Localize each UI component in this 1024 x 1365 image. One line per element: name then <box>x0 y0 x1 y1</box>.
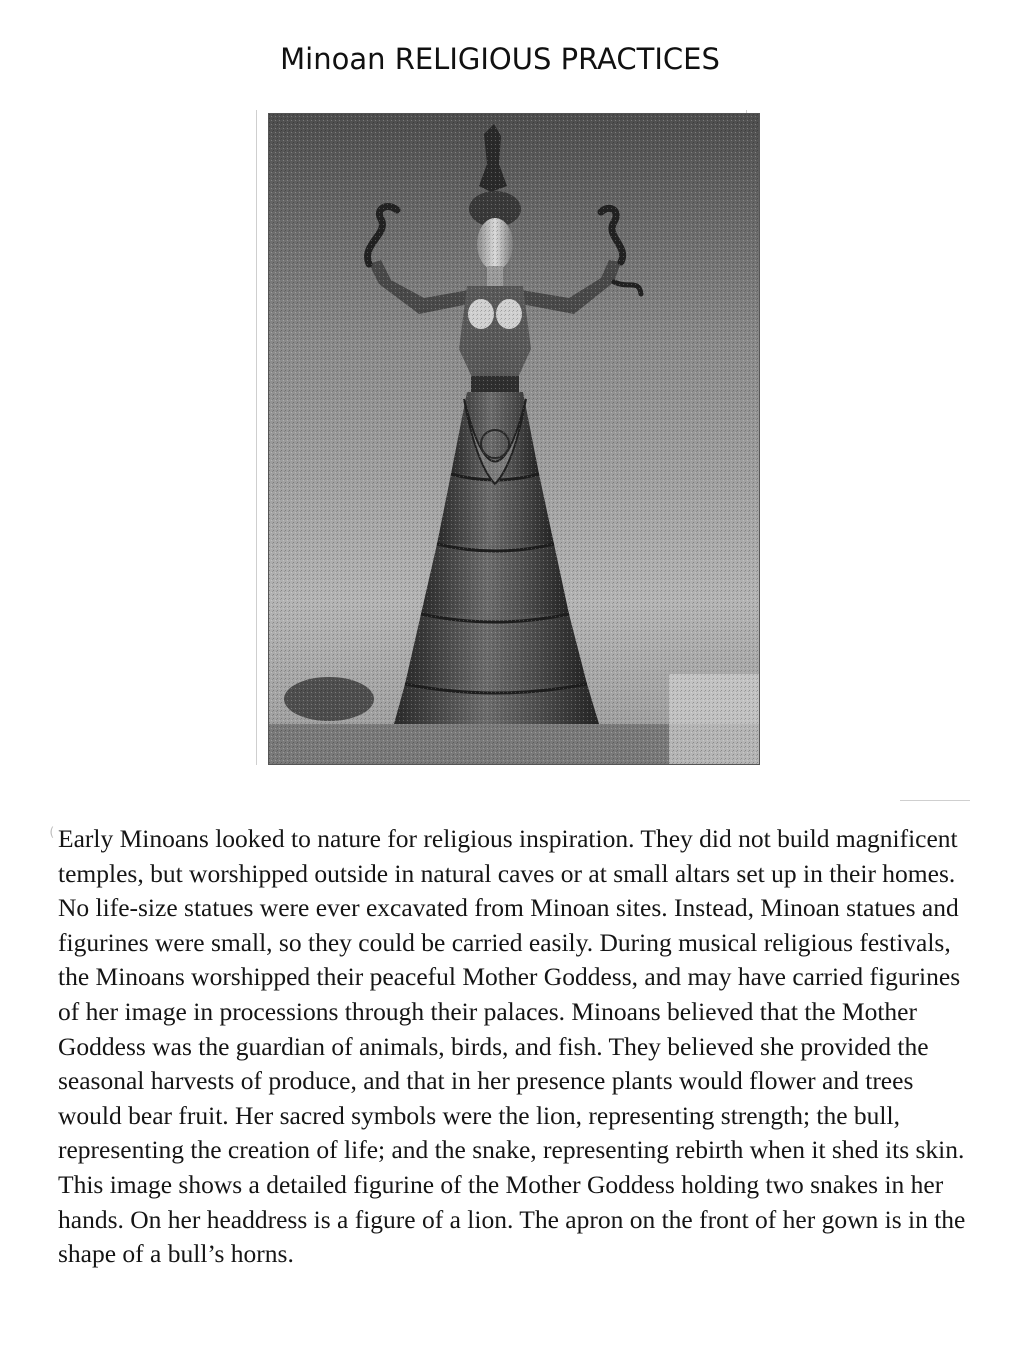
body-text-line: the Minoans worshipped their peaceful Mother Goddess, and may have carried figurines <box>58 962 961 992</box>
scan-margin-mark: ( <box>48 825 56 839</box>
body-text-line: No life-size statues were ever excavated from Minoan sites. Instead, Minoan statues and <box>58 893 959 923</box>
body-text-line: seasonal harvests of produce, and that in her presence plants would flower and trees <box>58 1066 914 1096</box>
body-text-line: This image shows a detailed figurine of the Mother Goddess holding two snakes in her <box>58 1169 944 1199</box>
body-text-line: hands. On her headdress is a figure of a lion. The apron on the front of her gown is in the <box>58 1204 966 1234</box>
scan-artifact-line <box>256 110 257 765</box>
body-paragraph <box>58 822 966 1272</box>
body-text-line: figurines were small, so they could be carried easily. During musical religious festivals, <box>58 927 951 957</box>
body-text-line: of her image in processions through their palaces. Minoans believed that the Mother <box>58 996 917 1026</box>
body-text-line: temples, but worshipped outside in natural caves or at small altars set up in their homes. <box>58 858 956 888</box>
goddess-figurine-photo <box>268 113 760 765</box>
scan-artifact-line <box>900 800 970 801</box>
body-text-line: would bear fruit. Her sacred symbols were the lion, representing strength; the bull, <box>58 1100 900 1130</box>
body-text-line: shape of a bull’s horns. <box>58 1239 294 1269</box>
body-text-line: Early Minoans looked to nature for religious inspiration. They did not build magnificent <box>58 824 958 853</box>
body-text-line: Goddess was the guardian of animals, birds, and fish. They believed she provided the <box>58 1031 929 1061</box>
body-text-line: representing the creation of life; and the snake, representing rebirth when it shed its skin. <box>58 1135 965 1165</box>
page-title: Minoan RELIGIOUS PRACTICES <box>280 42 720 76</box>
